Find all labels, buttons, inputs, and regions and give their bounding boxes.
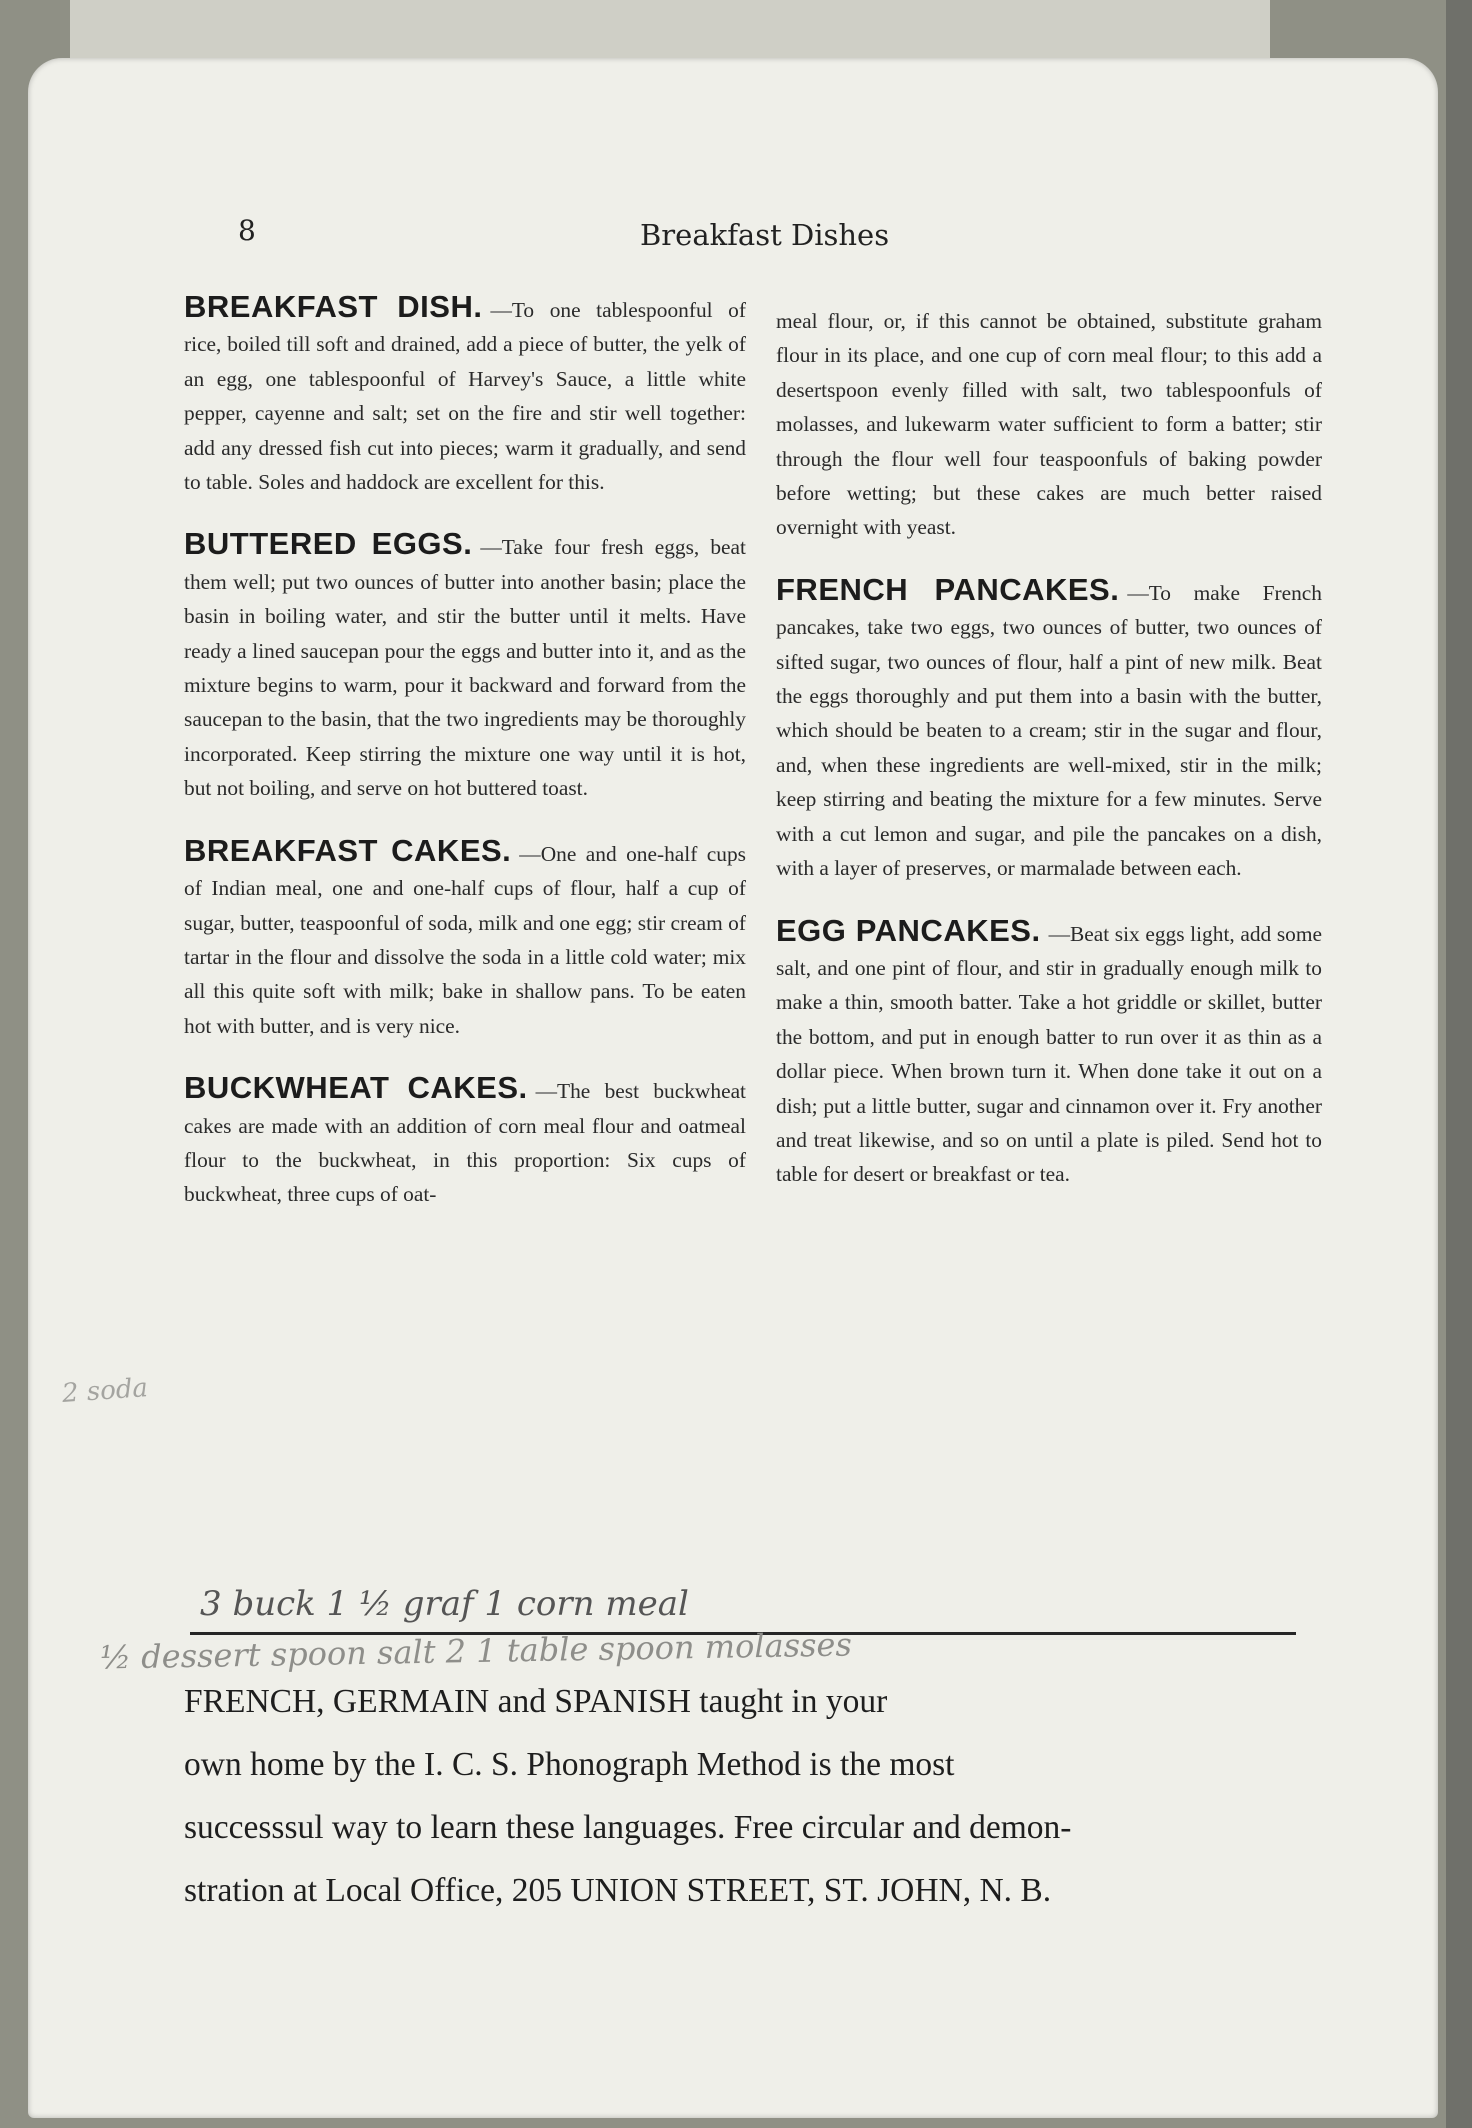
ad-line: successsul way to learn these languages. Free circular and demon- <box>184 1809 1072 1846</box>
recipe-buckwheat-cakes <box>184 1071 746 1212</box>
page-number: 8 <box>238 214 256 247</box>
recipe-heading: FRENCH PANCAKES. <box>776 571 1120 607</box>
handwritten-margin-note: 2 soda <box>61 1373 149 1409</box>
recipe-egg-pancakes <box>776 914 1322 1192</box>
recipe-heading: BUTTERED EGGS. <box>184 526 473 562</box>
recipe-french-pancakes <box>776 573 1322 886</box>
recipe-text: —To make French pancakes, take two eggs, two ounces of butter, two ounces of sifted sugar, two ounces of flour, half a pint of new milk. Beat the eggs thoroughly and put them into a basin with the butter, which should be beaten to a cream; stir in the sugar and flour, and, when these ingredients are well-mixed, stir in the milk; keep stirring and beating the mixture for a few minutes. Serve with a cut lemon and sugar, and pile the pancakes on a dish, with a layer of preserves, or marmalade between each. <box>776 580 1322 881</box>
page-header <box>236 210 1306 254</box>
recipe-breakfast-cakes <box>184 834 746 1043</box>
recipe-text: —The best buckwheat cakes are made with an addition of corn meal flour and oatmeal flour to the buckwheat, in this proportion: Six cups of buckwheat, three cups of oat- <box>184 1079 746 1207</box>
recipe-heading: EGG PANCAKES. <box>776 912 1041 948</box>
ad-line: FRENCH, GERMAIN and SPANISH taught in your <box>184 1683 888 1720</box>
advertisement <box>184 1670 1296 1922</box>
recipe-continuation: meal flour, or, if this cannot be obtained, substitute graham flour in its place, and one cup of corn meal flour; to this add a desertspoon evenly filled with salt, two tablespoonfuls of molasses, and lukewarm water sufficient to form a batter; stir through the flour well four teaspoonfuls of baking powder before wetting; but these cakes are much better raised overnight with yeast. <box>776 309 1322 540</box>
ad-line: stration at Local Office, 205 UNION STREET, ST. JOHN, N. B. <box>184 1872 1052 1909</box>
recipe-buttered-eggs <box>184 527 746 805</box>
left-column <box>184 290 746 1240</box>
recipe-text: —Beat six eggs light, add some salt, and one pint of flour, and stir in gradually enough milk to make a thin, smooth batter. Take a hot griddle or skillet, butter the bottom, and put in enough batter to run over it as thin as a dollar piece. When brown turn it. When done take it out on a dish; put a little butter, sugar and cinnamon over it. Fry another and treat likewise, and so on until a plate is piled. Send hot to table for desert or breakfast or tea. <box>776 921 1322 1187</box>
right-column <box>776 304 1322 1220</box>
recipe-breakfast-dish <box>184 290 746 499</box>
recipe-text: —One and one-half cups of Indian meal, one and one-half cups of flour, half a cup of sugar, butter, teaspoonful of soda, milk and one egg; stir cream of tartar in the flour and dissolve the soda in a little cold water; mix all this quite soft with milk; bake in shallow pans. To be eaten hot with butter, and is very nice. <box>184 841 746 1038</box>
recipe-text: —To one tablespoonful of rice, boiled till soft and drained, add a piece of butter, the yelk of an egg, one tablespoonful of Harvey's Sauce, a little white pepper, cayenne and salt; set on the fire and stir well together: add any dressed fish cut into pieces; warm it gradually, and send to table. Soles and haddock are excellent for this. <box>184 298 746 495</box>
handwritten-note-line1: 3 buck 1 ½ graf 1 corn meal <box>200 1584 689 1624</box>
recipe-text: —Take four fresh eggs, beat them well; put two ounces of butter into another basin; place the basin in boiling water, and stir the butter until it melts. Have ready a lined saucepan pour the eggs and butter into it, and as the mixture begins to warm, pour it backward and forward from the saucepan to the basin, that the two ingredients may be thoroughly incorporated. Keep stirring the mixture one way until it is hot, but not boiling, and serve on hot buttered toast. <box>184 535 746 801</box>
scan-right-edge <box>1446 0 1472 2128</box>
ad-line: own home by the I. C. S. Phonograph Method is the most <box>184 1746 955 1783</box>
recipe-heading: BREAKFAST DISH. <box>184 289 483 324</box>
recipe-heading: BUCKWHEAT CAKES. <box>184 1070 528 1106</box>
recipe-heading: BREAKFAST CAKES. <box>184 832 512 868</box>
handwritten-note-line2: ½ dessert spoon salt 2 1 table spoon molasses <box>99 1625 853 1677</box>
running-title: Breakfast Dishes <box>640 218 890 252</box>
